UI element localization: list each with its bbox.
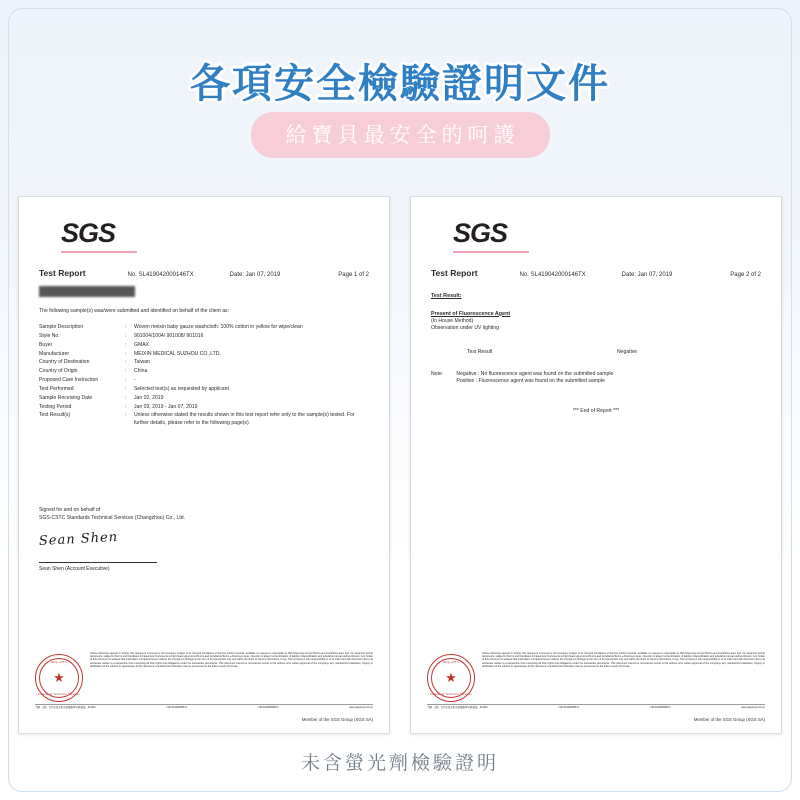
signing-entity: SGS-CSTC Standards Technical Services (Changzhou) Co., Ltd. [39, 514, 185, 521]
legal-disclaimer: Unless otherwise agreed in writing, this document is issued by the Company subject to its General Conditions of Service printed overleaf, available on request or accessible at http://www.sgs.com/en/Terms-and-Conditions.aspx and, for electronic format documents, subject to Terms and Conditions for Electronic Documents at http://www.sgs.com/en/Terms-and-Conditions/Terms-e-Document.aspx. Attention is drawn to the limitation of liability, indemnification and jurisdiction issues defined therein. Any holder of this document is advised that information contained hereon reflects the Company's findings at the time of its intervention only and within the limits of Client's instructions, if any. The Company's sole responsibility is to its Client and this document does not exonerate parties to a transaction from exercising all their rights and obligations under the transaction documents. This document cannot be reproduced except in full, without prior written approval of the Company. Any unauthorized alteration, forgery or falsification of the content or appearance of this document is unlawful and offenders may be prosecuted to the fullest extent of the law. [482, 651, 765, 669]
field-colon: : [125, 359, 127, 366]
field-label: Manufacturer [39, 350, 70, 357]
field-value: GMAX [134, 341, 150, 348]
field-value: China [134, 368, 148, 375]
field-colon: : [125, 377, 127, 384]
method-line-2: Observation under UV lighting [431, 325, 499, 332]
field-colon: : [125, 332, 127, 339]
end-of-report-mark: *** End of Report *** [572, 407, 620, 414]
field-value: MEIXIN MEDICAL SUZHOU CO.,LTD. [134, 350, 221, 357]
table-row [39, 368, 369, 377]
note-label: Note: [431, 370, 444, 377]
field-label: Sample Description [39, 324, 84, 331]
report-number: No. SL419042000146TX [519, 271, 586, 278]
legal-disclaimer: Unless otherwise agreed in writing, this document is issued by the Company subject to its General Conditions of Service printed overleaf, available on request or accessible at http://www.sgs.com/en/Terms-and-Conditions.aspx and, for electronic format documents, subject to Terms and Conditions for Electronic Documents at http://www.sgs.com/en/Terms-and-Conditions/Terms-e-Document.aspx. Attention is drawn to the limitation of liability, indemnification and jurisdiction issues defined therein. Any holder of this document is advised that information contained hereon reflects the Company's findings at the time of its intervention only and within the limits of Client's instructions, if any. The Company's sole responsibility is to its Client and this document does not exonerate parties to a transaction from exercising all their rights and obligations under the transaction documents. This document cannot be reproduced except in full, without prior written approval of the Company. Any unauthorized alteration, forgery or falsification of the content or appearance of this document is unlawful and offenders may be prosecuted to the fullest extent of the law. [90, 651, 373, 669]
field-colon: : [125, 403, 127, 410]
result-value: Negative [617, 349, 638, 355]
field-colon: : [125, 385, 127, 392]
address-phone: t (86-519)86988571 [558, 706, 580, 710]
signed-for-line: Signed for and on behalf of [39, 507, 101, 513]
seal-top-text: SGS-CSTC [442, 659, 460, 664]
signature-rule [39, 562, 157, 563]
note-line-2: Positive : Fluorescence agent was found on the submitted sample [456, 378, 605, 385]
address-cn: 中國 · 江蘇 · 常州市新北區太湖東路62-1號 郵編：213022 [35, 706, 96, 710]
section-title: Present of Fluorescence Agent [431, 310, 511, 317]
field-label: Test Result(s) [39, 412, 71, 419]
table-row [39, 395, 369, 404]
field-value: Jan 02, 2019 [134, 394, 164, 401]
field-label: Buyer [39, 341, 53, 348]
sgs-report-page-1[interactable] [18, 196, 390, 734]
sample-fields-table [39, 324, 369, 429]
seal-top-text: SGS-CSTC [50, 659, 68, 664]
report-page-number: Page 1 of 2 [338, 271, 369, 278]
report-title: Test Report [39, 267, 86, 278]
result-row [431, 349, 761, 357]
redacted-client-bar [39, 286, 135, 297]
address-website: www.sgsgroup.com.cn [741, 706, 765, 710]
test-result-heading: Test Result: [431, 292, 462, 299]
note-block [431, 371, 761, 386]
signatory-name: Sean Shen (Account Executive) [39, 565, 110, 572]
table-row [39, 359, 369, 368]
sgs-member-line: Member of the SGS Group (SGS SA) [693, 716, 765, 722]
sgs-logo: SGS [453, 218, 508, 248]
table-row [39, 412, 369, 428]
field-value: Woven meixin baby gauze washcloth: 100% cotton in yellow for wipe/clean [134, 324, 303, 331]
note-line-1: Negative : No fluorescence agent was found on the submitted sample [456, 370, 614, 377]
company-seal-icon [427, 654, 475, 702]
field-value: Unless otherwise stated the results shown in this test report refer only to the sample(s) tested. For further details, please refer to the following page(s). [134, 412, 355, 427]
document-footer [19, 652, 389, 723]
address-fax: f (86-519)86988572 [649, 706, 671, 710]
field-colon: : [125, 341, 127, 348]
field-colon: : [125, 368, 127, 375]
table-row [39, 324, 369, 333]
subtitle-wrap [0, 112, 800, 158]
field-label: Style No. [39, 332, 60, 339]
seal-bottom-text: Standards Technical Services [429, 691, 473, 696]
field-colon: : [125, 350, 127, 357]
field-colon: : [125, 412, 127, 419]
report-header-row [39, 267, 369, 280]
page-subtitle: 給寶貝最安全的呵護 [251, 112, 550, 158]
field-value: - [134, 377, 136, 384]
field-colon: : [125, 324, 127, 331]
address-cn: 中國 · 江蘇 · 常州市新北區太湖東路62-1號 郵編：213022 [427, 706, 488, 710]
handwritten-signature: Sean Shen [38, 530, 119, 550]
field-label: Proposed Care Instruction [39, 377, 99, 384]
office-address [427, 704, 765, 710]
table-row [39, 377, 369, 386]
report-header-row [431, 267, 761, 280]
sgs-report-page-2[interactable] [410, 196, 782, 734]
result-label: Test Result [467, 349, 493, 355]
report-date: Date: Jan 07, 2019 [621, 271, 673, 278]
seal-bottom-text: Standards Technical Services [37, 691, 81, 696]
table-row [39, 404, 369, 413]
page-caption: 未含螢光劑檢驗證明 [300, 753, 499, 774]
company-seal-icon [35, 654, 83, 702]
field-label: Country of Destination [39, 359, 90, 366]
field-label: Sample Receiving Date [39, 394, 93, 401]
table-row [39, 386, 369, 395]
report-lead-text: The following sample(s) was/were submitted and identified on behalf of the client as: [39, 307, 229, 314]
address-website: www.sgsgroup.com.cn [349, 706, 373, 710]
note-body [456, 371, 613, 386]
field-colon: : [125, 394, 127, 401]
field-value: Jan 03, 2019 - Jan 07, 2019 [134, 403, 198, 410]
field-value: Selected test(s) as requested by applicant [134, 385, 229, 392]
signature-block [39, 507, 185, 573]
table-row [39, 342, 369, 351]
table-row [39, 351, 369, 360]
address-fax: f (86-519)86988572 [257, 706, 279, 710]
sgs-member-line: Member of the SGS Group (SGS SA) [301, 716, 373, 722]
report-title: Test Report [431, 267, 478, 278]
field-value: Taiwan [134, 359, 150, 366]
field-label: Testing Period [39, 403, 72, 410]
document-footer [411, 652, 781, 723]
method-line-1: (In House Method) [431, 317, 474, 324]
address-phone: t (86-519)86988571 [166, 706, 188, 710]
table-row [39, 333, 369, 342]
documents-row [18, 196, 782, 734]
report-page-number: Page 2 of 2 [730, 271, 761, 278]
office-address [35, 704, 373, 710]
sgs-logo: SGS [61, 218, 116, 248]
field-label: Country of Origin [39, 368, 78, 375]
field-value: 901004/1004/ 901008/ 901016 [134, 332, 204, 339]
page-title: 各項安全檢驗證明文件 [190, 62, 610, 106]
report-date: Date: Jan 07, 2019 [229, 271, 281, 278]
report-number: No. SL419042000146TX [127, 271, 194, 278]
field-label: Test Performed [39, 385, 74, 392]
